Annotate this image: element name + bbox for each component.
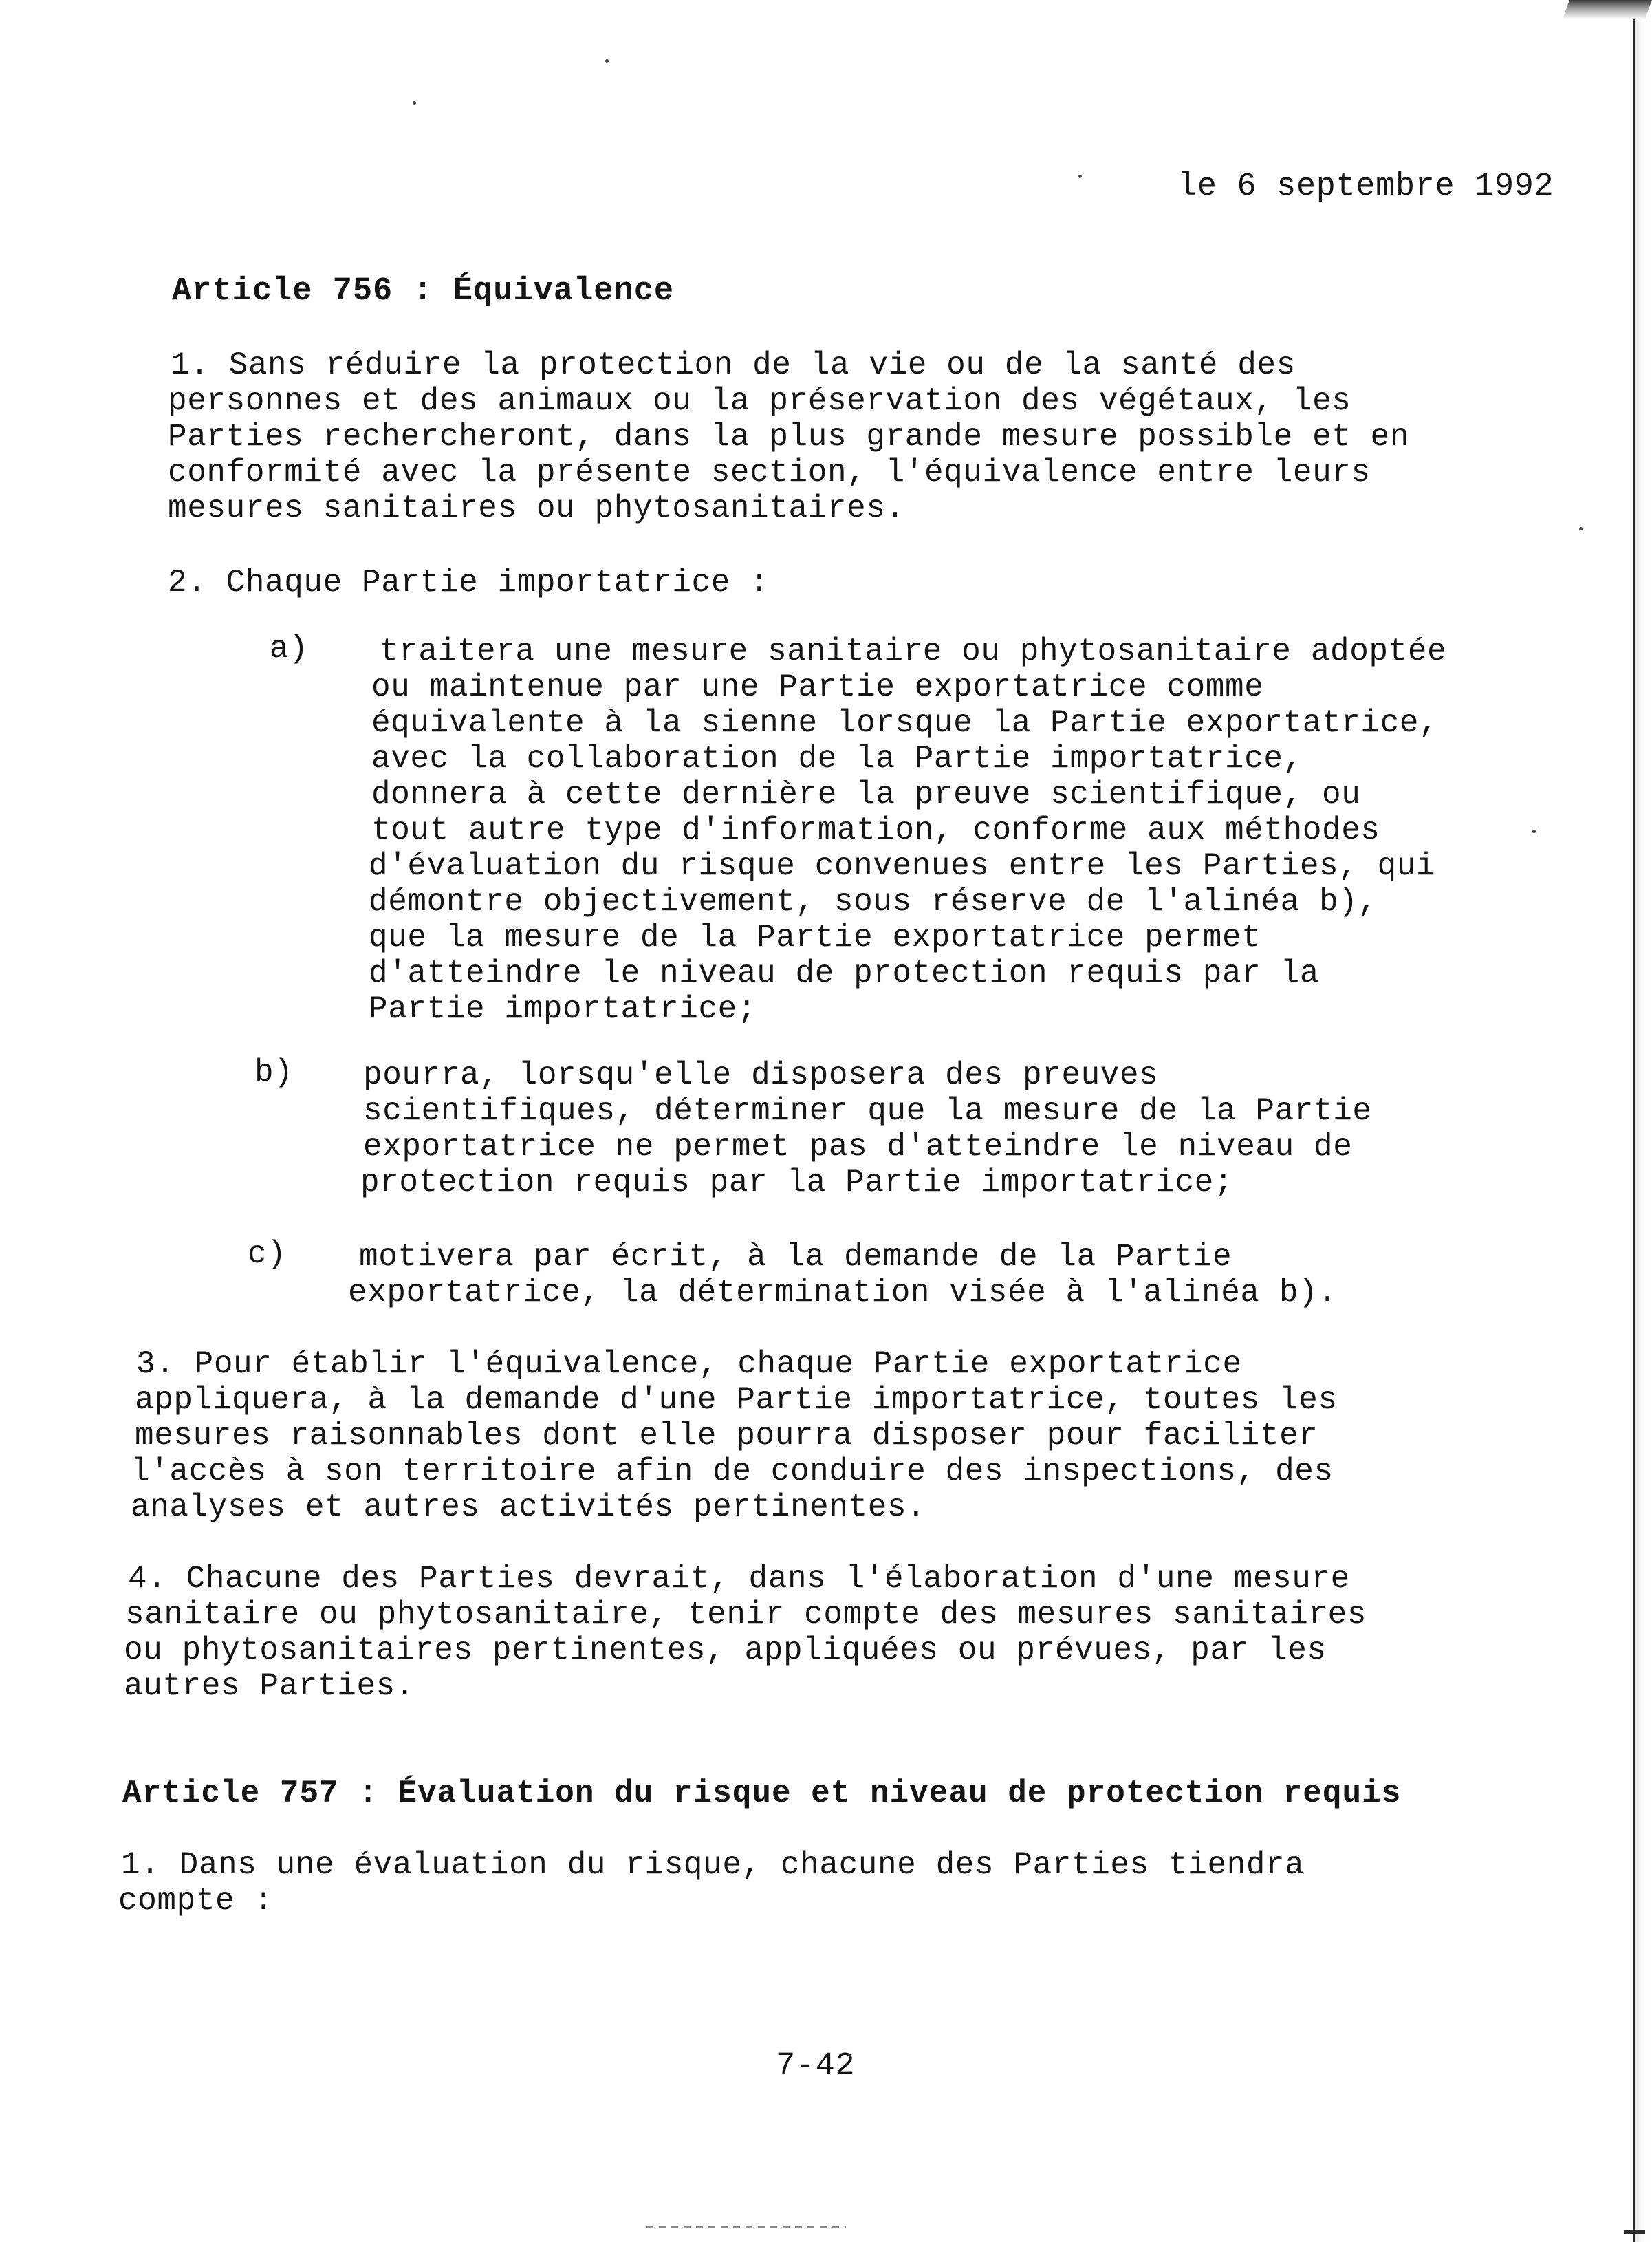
text-line: l'accès à son territoire afin de conduire des inspections, des: [131, 1454, 1334, 1489]
item-label: b): [254, 1055, 294, 1090]
text-line: sanitaire ou phytosanitaire, tenir compte des mesures sanitaires: [125, 1597, 1367, 1632]
scan-edge-corner: [1563, 0, 1652, 19]
text-line: équivalente à la sienne lorsque la Partie exportatrice,: [371, 705, 1439, 741]
text-line: conformité avec la présente section, l'équivalence entre leurs: [168, 455, 1371, 491]
text-line: Partie importatrice;: [369, 991, 757, 1027]
scan-speck: [1078, 175, 1082, 178]
text-line: 1. Dans une évaluation du risque, chacune des Parties tiendra: [121, 1847, 1305, 1883]
text-line: scientifiques, déterminer que la mesure de la Partie: [363, 1093, 1372, 1129]
text-line: pourra, lorsqu'elle disposera des preuves: [363, 1057, 1159, 1093]
text-line: Parties rechercheront, dans la plus grande mesure possible et en: [168, 419, 1410, 455]
article-757-heading: Article 757 : Évaluation du risque et niveau de protection requis: [122, 1776, 1402, 1811]
text-line: démontre objectivement, sous réserve de l'alinéa b),: [369, 884, 1378, 920]
article-756-heading: Article 756 : Équivalence: [172, 273, 675, 310]
scan-speck: [605, 59, 609, 63]
text-line: mesures sanitaires ou phytosanitaires.: [168, 491, 905, 526]
scan-speck: [1579, 527, 1583, 530]
text-line: tout autre type d'information, conforme aux méthodes: [371, 812, 1380, 848]
item-label: a): [270, 631, 309, 667]
text-line: 3. Pour établir l'équivalence, chaque Partie exportatrice: [136, 1346, 1242, 1382]
text-line: avec la collaboration de la Partie importatrice,: [371, 741, 1303, 777]
document-date: le 6 septembre 1992: [1177, 169, 1554, 205]
text-line: personnes et des animaux ou la préservation des végétaux, les: [168, 383, 1351, 419]
text-line: protection requis par la Partie importatrice;: [360, 1165, 1234, 1200]
scan-speck: [1532, 830, 1536, 833]
text-line: ou phytosanitaires pertinentes, appliquées ou prévues, par les: [124, 1632, 1327, 1668]
page-number: 7-42: [776, 2048, 856, 2084]
text-line: exportatrice, la détermination visée à l'alinéa b).: [348, 1275, 1338, 1311]
text-line: 4. Chacune des Parties devrait, dans l'élaboration d'une mesure: [128, 1561, 1350, 1597]
scan-speck: [413, 101, 416, 105]
text-line: donnera à cette dernière la preuve scientifique, ou: [371, 777, 1361, 812]
text-line: autres Parties.: [124, 1668, 415, 1704]
text-line: ou maintenue par une Partie exportatrice comme: [371, 669, 1264, 705]
text-line: exportatrice ne permet pas d'atteindre le niveau de: [363, 1129, 1353, 1165]
text-line: 1. Sans réduire la protection de la vie ou de la santé des: [171, 347, 1296, 383]
item-label: c): [248, 1236, 287, 1272]
text-line: compte :: [118, 1883, 274, 1919]
text-line: motivera par écrit, à la demande de la Partie: [359, 1239, 1232, 1275]
article-756-paragraph-2-intro: 2. Chaque Partie importatrice :: [168, 565, 770, 601]
text-line: traitera une mesure sanitaire ou phytosanitaire adoptée: [380, 634, 1447, 669]
text-line: appliquera, à la demande d'une Partie importatrice, toutes les: [135, 1382, 1338, 1418]
scan-edge-right: [1627, 0, 1652, 2242]
text-line: d'atteindre le niveau de protection requis par la: [369, 956, 1320, 991]
scan-bottom-dash: [646, 2226, 846, 2228]
text-line: que la mesure de la Partie exportatrice permet: [369, 920, 1261, 956]
text-line: d'évaluation du risque convenues entre les Parties, qui: [369, 848, 1436, 884]
text-line: mesures raisonnables dont elle pourra disposer pour faciliter: [135, 1418, 1318, 1454]
text-line: analyses et autres activités pertinentes.: [131, 1489, 926, 1525]
scan-edge-bottom: [1624, 2230, 1645, 2234]
